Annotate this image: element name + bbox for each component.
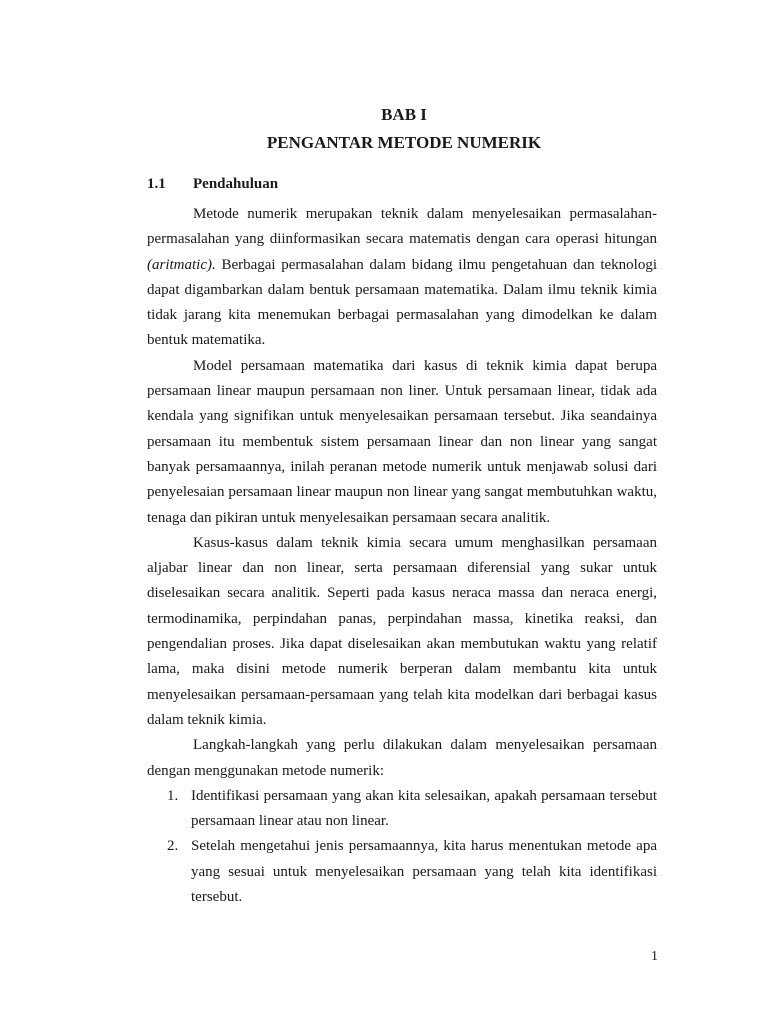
paragraph-1 [147,202,657,354]
list-item-number: 2. [167,838,179,855]
body-text [147,202,657,910]
section-title: Pendahuluan [193,176,279,192]
section-heading [147,176,278,193]
section-number: 1.1 [147,176,166,192]
chapter-title: PENGANTAR METODE NUMERIK [266,133,542,152]
paragraph-3: Kasus-kasus dalam teknik kimia secara umum menghasilkan persamaan aljabar linear dan non linear, serta persamaan diferensial yang sukar untuk diselesaikan secara analitik. Seperti pada kasus neraca massa dan neraca energi, termodinamika, perpindahan panas, perpindahan massa, kinetika reaksi, dan pengendalian proses. Jika dapat diselesaikan akan membutukan waktu yang relatif lama, maka disini metode numerik berperan dalam membantu kita untuk menyelesaikan persamaan-persamaan yang telah kita modelkan dari berbagai kasus dalam teknik kimia. [147,534,657,728]
paragraph-1-text-b: Berbagai permasalahan dalam bidang ilmu pengetahuan dan teknologi dapat digambarkan dalam bentuk persamaan matematika. Dalam ilmu teknik kimia tidak jarang kita menemukan berbagai permasalahan yang dimodelkan ke dalam bentuk matematika. [147,256,657,349]
list-item-text: Setelah mengetahui jenis persamaannya, kita harus menentukan metode apa yang sesuai untuk menyelesaikan persamaan yang telah kita identifikasi tersebut. [191,838,657,906]
paragraph-1-italic-term: (aritmatic). [147,256,216,273]
list-item-text: Identifikasi persamaan yang akan kita selesaikan, apakah persamaan tersebut persamaan linear atau non linear. [191,787,657,830]
list-item [147,784,657,835]
paragraph-4: Langkah-langkah yang perlu dilakukan dalam menyelesaikan persamaan dengan menggunakan metode numerik: [147,737,657,779]
list-item-number: 1. [167,787,179,804]
paragraph-1-text-a: Metode numerik merupakan teknik dalam menyelesaikan permasalahan-permasalahan yang diinformasikan secara matematis dengan cara operasi hitungan [147,206,657,248]
list-item [147,834,657,910]
paragraph-2: Model persamaan matematika dari kasus di teknik kimia dapat berupa persamaan linear maupun persamaan non liner. Untuk persamaan linear, tidak ada kendala yang signifikan untuk menyelesaikan persamaan tersebut. Jika seandainya persamaan itu membentuk sistem persamaan linear dan non linear yang sangat banyak persamaannya, inilah peranan metode numerik untuk menjawab solusi dari penyelesaian persamaan linear maupun non linear yang sangat membutuhkan waktu, tenaga dan pikiran untuk menyelesaikan persamaan secara analitik. [147,357,657,526]
page-number: 1 [651,949,658,964]
steps-list [147,784,657,910]
chapter-label: BAB I [381,105,427,124]
